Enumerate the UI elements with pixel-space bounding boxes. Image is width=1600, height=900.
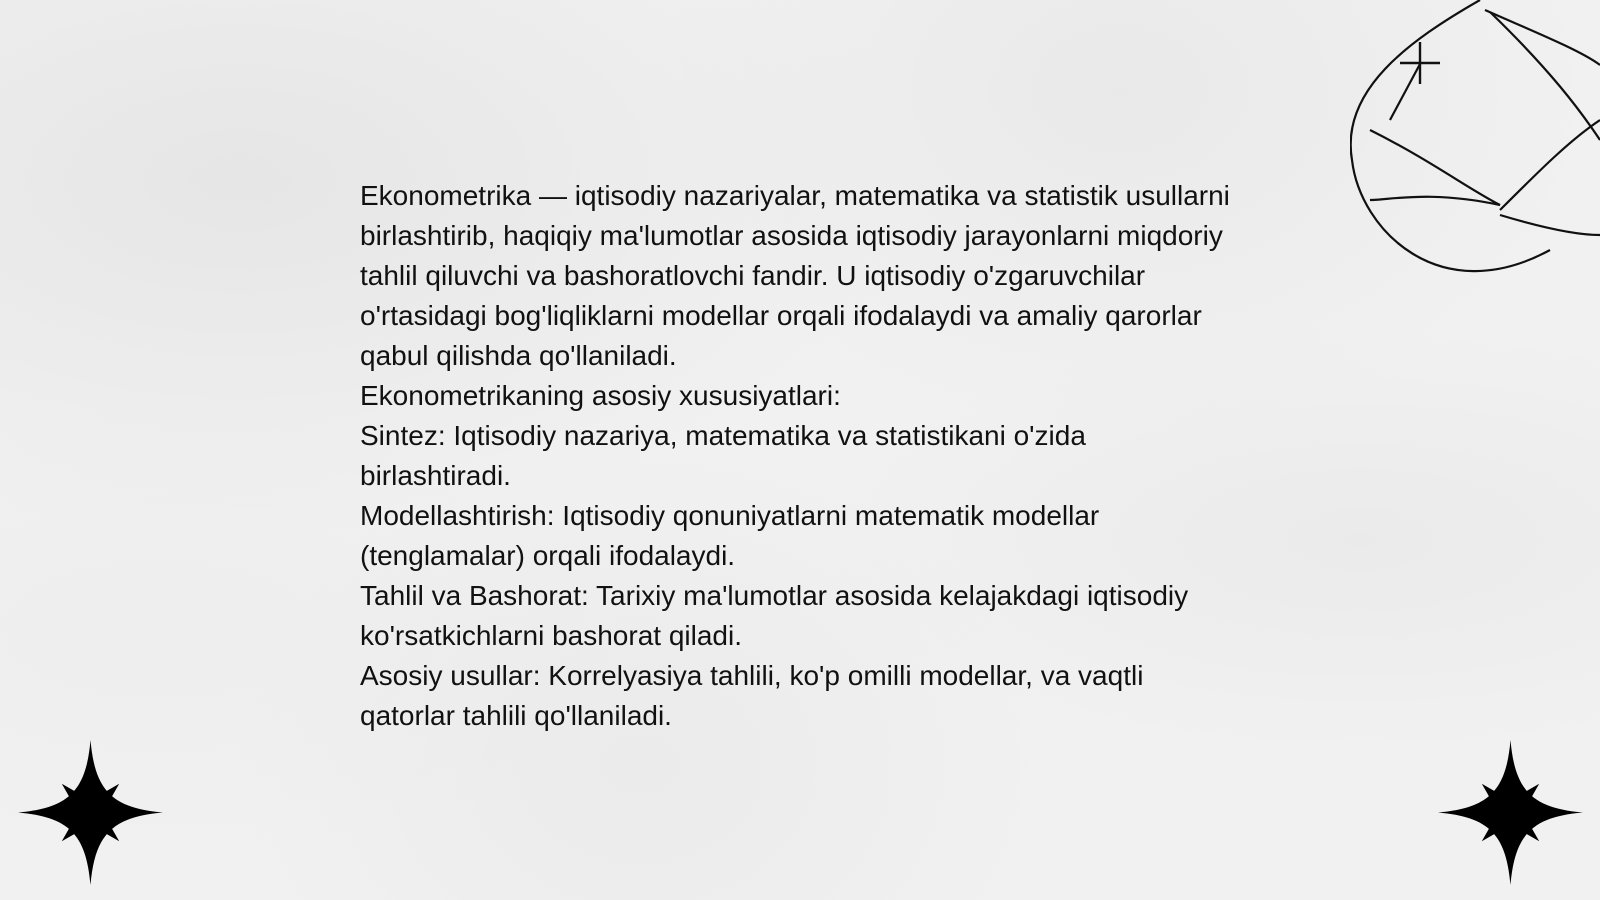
- feature-methods: Asosiy usullar: Korrelyasiya tahlili, ko'p omilli modellar, va vaqtli qatorlar tahlili qo'llaniladi.: [360, 660, 1144, 731]
- intro-paragraph: Ekonometrika — iqtisodiy nazariyalar, matematika va statistik usullarni birlashtirib, haqiqiy ma'lumotlar asosida iqtisodiy jarayonlarni miqdoriy tahlil qiluvchi va bashoratlovchi fandir. U iqtisodiy o'zgaruvchilar o'rtasidagi bog'liqliklarni modellar orqali ifodalaydi va amaliy qarorlar qabul qilishda qo'llaniladi.: [360, 180, 1230, 371]
- four-point-star-icon: [1438, 740, 1583, 885]
- orbit-lines-icon: [1350, 0, 1600, 290]
- four-point-star-icon: [18, 740, 163, 885]
- features-heading: Ekonometrikaning asosiy xususiyatlari:: [360, 380, 841, 411]
- feature-synthesis: Sintez: Iqtisodiy nazariya, matematika va statistikani o'zida birlashtiradi.: [360, 420, 1086, 491]
- slide-text-block: [360, 176, 1240, 736]
- feature-analysis-forecast: Tahlil va Bashorat: Tarixiy ma'lumotlar asosida kelajakdagi iqtisodiy ko'rsatkichlarni bashorat qiladi.: [360, 580, 1189, 651]
- feature-modeling: Modellashtirish: Iqtisodiy qonuniyatlarni matematik modellar (tenglamalar) orqali ifodalaydi.: [360, 500, 1100, 571]
